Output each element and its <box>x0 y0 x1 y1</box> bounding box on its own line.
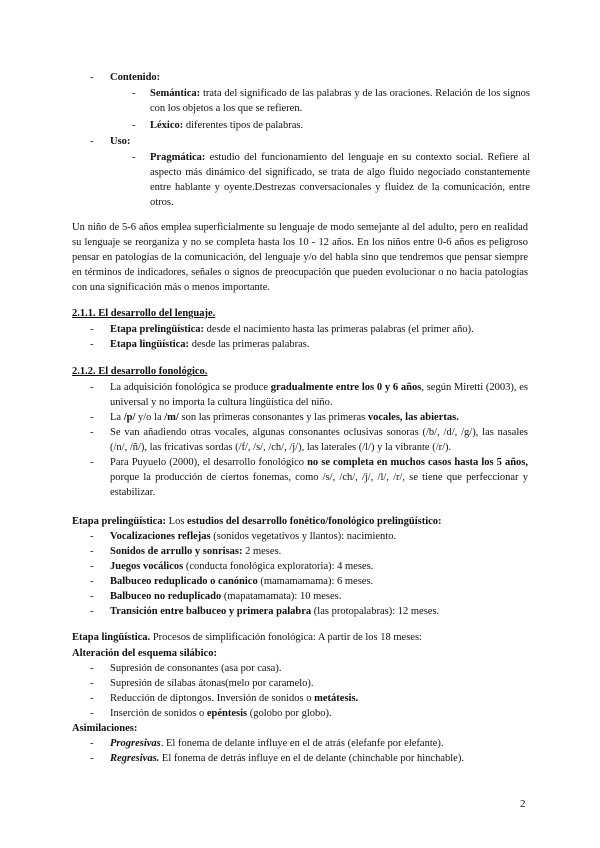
item-text: 2 meses. <box>242 546 282 557</box>
item-text: desde el nacimiento hasta las primeras palabras (el primer año). <box>204 324 474 335</box>
list-item <box>72 691 528 706</box>
list-item-pragmatica <box>132 150 530 210</box>
item-text: (sonidos vegetativos y llantos): nacimiento. <box>210 531 397 542</box>
item-text: Reducción de diptongos. Inversión de sonidos o <box>110 693 315 704</box>
lexico-label: Léxico: <box>150 120 184 131</box>
list-item <box>72 380 528 410</box>
item-label: Juegos vocálicos <box>110 561 184 572</box>
list-item-contenido <box>90 70 530 86</box>
prelinguistica-section <box>72 514 528 619</box>
bullet: - <box>90 136 94 147</box>
list-item <box>72 676 528 691</box>
item-text: El fonema de detrás influye en el de delante (chinchable por hinchable). <box>159 753 464 764</box>
bullet: - <box>90 457 94 468</box>
bullet: - <box>90 561 94 572</box>
item-text: (mamamamama): 6 meses. <box>257 576 374 587</box>
list-item <box>72 529 528 544</box>
asimilaciones-heading: Asimilaciones: <box>72 723 138 734</box>
bullet: - <box>90 412 94 423</box>
bullet: - <box>90 382 94 393</box>
bullet: - <box>90 324 94 335</box>
list-item <box>72 661 528 676</box>
list-item <box>72 322 528 337</box>
text-run-bold: /m/ <box>164 412 179 423</box>
body-paragraph: Un niño de 5-6 años emplea superficialmente su lenguaje de modo semejante al del adulto, pero en realidad su lenguaje se reorganiza y no se completa hasta los 10 - 12 años. En los niños entre 0-6 años es peligroso pensar en patologías de la comunicación, del lenguaje y/o del habla sino que tendremos que pensar siempre en términos de indicadores, señales o signos de preocupación que pueden evolucionar o no hacia patologías con una significación más o menos importante. <box>72 222 528 293</box>
linguistica-heading <box>72 630 528 646</box>
uso-label: Uso: <box>110 136 131 147</box>
text-run: La adquisición fonológica se produce <box>110 382 271 393</box>
item-label: Balbuceo reduplicado o canónico <box>110 576 258 587</box>
text-run-bold: /p/ <box>123 412 136 423</box>
item-label: Progresivas <box>110 738 161 749</box>
bullet: - <box>90 531 94 542</box>
section-211-heading: 2.1.1. El desarrollo del lenguaje. <box>72 308 216 319</box>
text-run: Para Puyuelo (2000), el desarrollo fonológico <box>110 457 308 468</box>
bullet: - <box>132 88 136 99</box>
heading-run-bold: Etapa prelingüística: <box>72 516 169 527</box>
text-run: , según Miretti (2003), es universal y no importa la cultura lingüística del niño. <box>110 382 529 408</box>
list-item <box>72 410 528 425</box>
bullet: - <box>90 546 94 557</box>
item-text: desde las primeras palabras. <box>189 339 310 350</box>
bullet: - <box>90 738 94 749</box>
page-number: 2 <box>520 798 526 810</box>
alteracion-heading: Alteración del esquema silábico: <box>72 648 217 659</box>
text-run: y/o la <box>135 412 165 423</box>
list-item <box>72 706 528 721</box>
heading-run: Procesos de simplificación fonológica: A partir de los 18 meses: <box>150 632 422 643</box>
item-text: Supresión de consonantes (asa por casa). <box>110 663 282 674</box>
list-item-uso <box>90 134 530 150</box>
list-item <box>72 604 528 619</box>
section-212-heading: 2.1.2. El desarrollo fonológico. <box>72 366 208 377</box>
text-run: La <box>110 412 124 423</box>
bullet: - <box>90 339 94 350</box>
item-text: Supresión de sílabas átonas(melo por caramelo). <box>110 678 314 689</box>
section-211 <box>72 306 528 352</box>
item-label: Regresivas. <box>110 753 160 764</box>
item-text: . El fonema de delante influye en el de atrás (elefanfe por elefante). <box>160 738 444 749</box>
text-run-bold: vocales, las abiertas. <box>367 412 459 423</box>
list-item <box>72 559 528 574</box>
list-item <box>72 425 528 455</box>
list-item-lexico <box>132 118 530 134</box>
prelinguistica-heading <box>72 514 528 529</box>
bullet: - <box>90 663 94 674</box>
semantica-label: Semántica: <box>150 88 201 99</box>
bullet: - <box>90 606 94 617</box>
pragmatica-text: estudio del funcionamiento del lenguaje en su contexto social. Refiere al aspecto más dinámico del significado, se trata de algo fluido negociado constantemente entre hablante y oyente.Destrezas conversacionales y fluidez de la comunicación, entre otros. <box>150 152 530 208</box>
lexico-text: diferentes tipos de palabras. <box>183 120 304 131</box>
text-run: Se van añadiendo otras vocales, algunas consonantes oclusivas sonoras (/b/, /d/, /g/), las nasales (/n/, /ñ/), las fricativas sordas (/f/, /s/, /ch/, /j/), las laterales (/l/) y la vibrante (/r/). <box>110 427 528 453</box>
item-text: (mapatamamata): 10 meses. <box>221 591 342 602</box>
item-text: (golobo por globo). <box>247 708 332 719</box>
bullet: - <box>132 120 136 131</box>
item-text: (conducta fonológica exploratoria): 4 meses. <box>183 561 374 572</box>
list-item <box>72 574 528 589</box>
linguistica-section <box>72 630 528 766</box>
text-run: porque la producción de ciertos fonemas, como /s/, /ch/, /j/, /l/, /r/, se tiene que perfeccionar y estabilizar. <box>110 472 528 498</box>
bullet: - <box>90 72 94 83</box>
list-item <box>72 544 528 559</box>
text-run-bold: no se completa en muchos casos hasta los 5 años, <box>307 457 528 468</box>
item-label: Transición entre balbuceo y primera palabra <box>110 606 312 617</box>
bullet: - <box>90 708 94 719</box>
list-item <box>72 736 528 751</box>
heading-run: Los <box>168 516 188 527</box>
item-text-bold: epéntesis <box>206 708 248 719</box>
section-212 <box>72 364 528 500</box>
list-item <box>72 751 528 766</box>
bullet: - <box>90 753 94 764</box>
contenido-label: Contenido: <box>110 72 161 83</box>
heading-run-bold: estudios del desarrollo fonético/fonológico prelingüístico: <box>187 516 442 527</box>
pragmatica-label: Pragmática: <box>150 152 206 163</box>
list-item <box>72 337 528 352</box>
list-item <box>72 455 528 500</box>
item-label: Etapa lingüística: <box>110 339 190 350</box>
bullet: - <box>90 693 94 704</box>
bullet: - <box>90 591 94 602</box>
item-text: (las protopalabras): 12 meses. <box>311 606 440 617</box>
item-label: Etapa prelingüística: <box>110 324 205 335</box>
list-item-semantica <box>132 86 530 118</box>
item-label: Balbuceo no reduplicado <box>110 591 222 602</box>
intro-list <box>90 70 530 210</box>
text-run-bold: gradualmente entre los 0 y 6 años <box>270 382 422 393</box>
item-label: Sonidos de arrullo y sonrisas: <box>110 546 243 557</box>
bullet: - <box>90 678 94 689</box>
item-text: Inserción de sonidos o <box>110 708 207 719</box>
heading-run-bold: Etapa lingüística. <box>72 632 151 643</box>
list-item <box>72 589 528 604</box>
semantica-text: trata del significado de las palabras y de las oraciones. Relación de los signos con los objetos a los que se refieren. <box>150 88 530 114</box>
bullet: - <box>132 152 136 163</box>
bullet: - <box>90 576 94 587</box>
text-run: son las primeras consonantes y las primeras <box>178 412 368 423</box>
bullet: - <box>90 427 94 438</box>
item-label: Vocalizaciones reflejas <box>110 531 211 542</box>
item-text-bold: metátesis. <box>314 693 359 704</box>
